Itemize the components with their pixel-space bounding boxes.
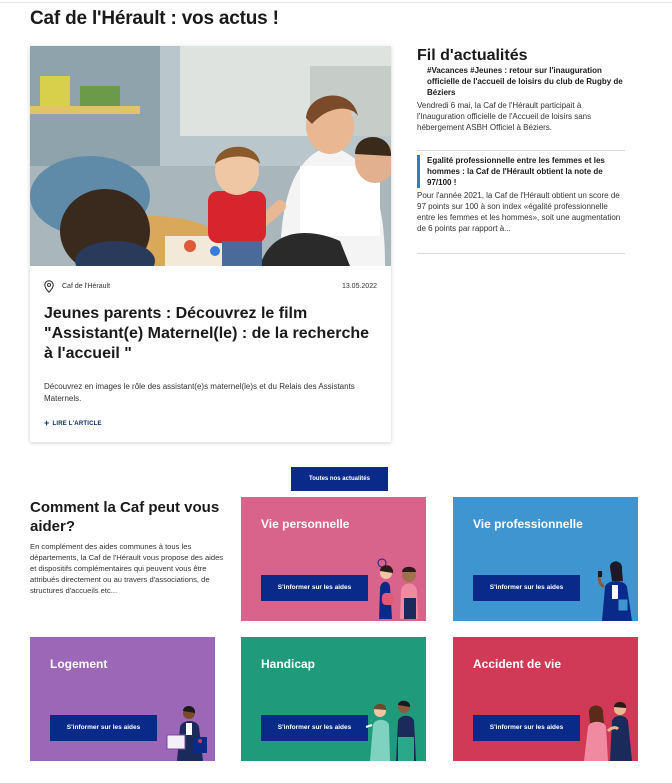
tile-title[interactable]: Vie professionnelle [473,517,583,531]
all-news-button[interactable]: Toutes nos actualités [291,467,388,491]
help-section-title: Comment la Caf peut vous aider? [30,499,220,535]
tile-info-button[interactable]: S'informer sur les aides [50,715,157,741]
featured-article-date: 13.05.2022 [341,283,377,290]
featured-article-description: Découvrez en images le rôle des assistant(e)s maternel(le)s et du Relais des Assistants Maternels. [44,382,355,403]
news-feed-divider [417,150,625,151]
tile-title[interactable]: Handicap [261,657,316,671]
tile-title[interactable]: Vie personnelle [261,517,350,531]
housing-illustration-icon [163,701,215,761]
news-feed [417,47,625,233]
tile-info-button[interactable]: S'informer sur les aides [473,715,580,741]
family-illustration-icon [368,553,426,621]
news-feed-item-title[interactable]: #Vacances #Jeunes : retour sur l'inauguration officielle de l'accueil de loisirs du club de Rugby de Béziers [427,66,623,97]
tile-handicap[interactable] [241,637,426,761]
tile-info-button[interactable]: S'informer sur les aides [261,575,368,601]
help-section-text: En complément des aides communes à tous les départements, la Caf de l'Hérault vous propose des aides et dispositifs complémentaires qui peuvent vous être attribués directement ou au travers d'associations, de structures d'accueils etc... [30,542,224,595]
featured-article-photo[interactable] [30,46,391,266]
tile-title[interactable]: Logement [50,657,108,671]
news-feed-divider [417,253,625,254]
news-feed-item-text: Pour l'année 2021, la Caf de l'Hérault obtient un score de 97 points sur 100 à son index «égalité professionnelle entre les femmes et les hommes», soit une augmentation de 6 points par rapport à... [417,191,621,233]
news-feed-item-title[interactable]: Egalité professionnelle entre les femmes et les hommes : la Caf de l'Hérault obtient la note de 97/100 ! [417,155,625,188]
news-feed-item[interactable] [417,155,625,234]
couple-illustration-icon [578,697,638,761]
top-divider [0,2,672,3]
worker-illustration-icon [590,557,638,621]
page-title: Caf de l'Hérault : vos actus ! [30,8,279,29]
news-feed-title: Fil d'actualités [417,47,528,64]
tile-vie-personnelle[interactable] [241,497,426,621]
featured-article-source: Caf de l'Hérault [62,283,111,290]
tile-accident-de-vie[interactable] [453,637,638,761]
handicap-illustration-icon [360,697,426,761]
tile-title[interactable]: Accident de vie [473,657,562,671]
news-feed-item-text: Vendredi 6 mai, la Caf de l'Hérault participait à l'Inauguration officielle de l'Accueil de loisirs sans hébergement ASBH Officiel à Béziers. [417,101,592,132]
read-article-label: LIRE L'ARTICLE [52,421,102,427]
tile-vie-professionnelle[interactable] [453,497,638,621]
featured-article-meta [44,280,377,294]
tile-logement[interactable] [30,637,215,761]
news-feed-item[interactable] [417,65,625,133]
map-pin-icon [44,280,54,293]
plus-icon: + [44,418,50,428]
read-article-link[interactable] [44,418,102,428]
featured-article-title[interactable]: Jeunes parents : Découvrez le film "Assistant(e) Maternel(le) : de la recherche à l'accueil " [44,305,370,362]
tile-info-button[interactable]: S'informer sur les aides [473,575,580,601]
tile-info-button[interactable]: S'informer sur les aides [261,715,368,741]
featured-article-card[interactable] [30,46,391,442]
